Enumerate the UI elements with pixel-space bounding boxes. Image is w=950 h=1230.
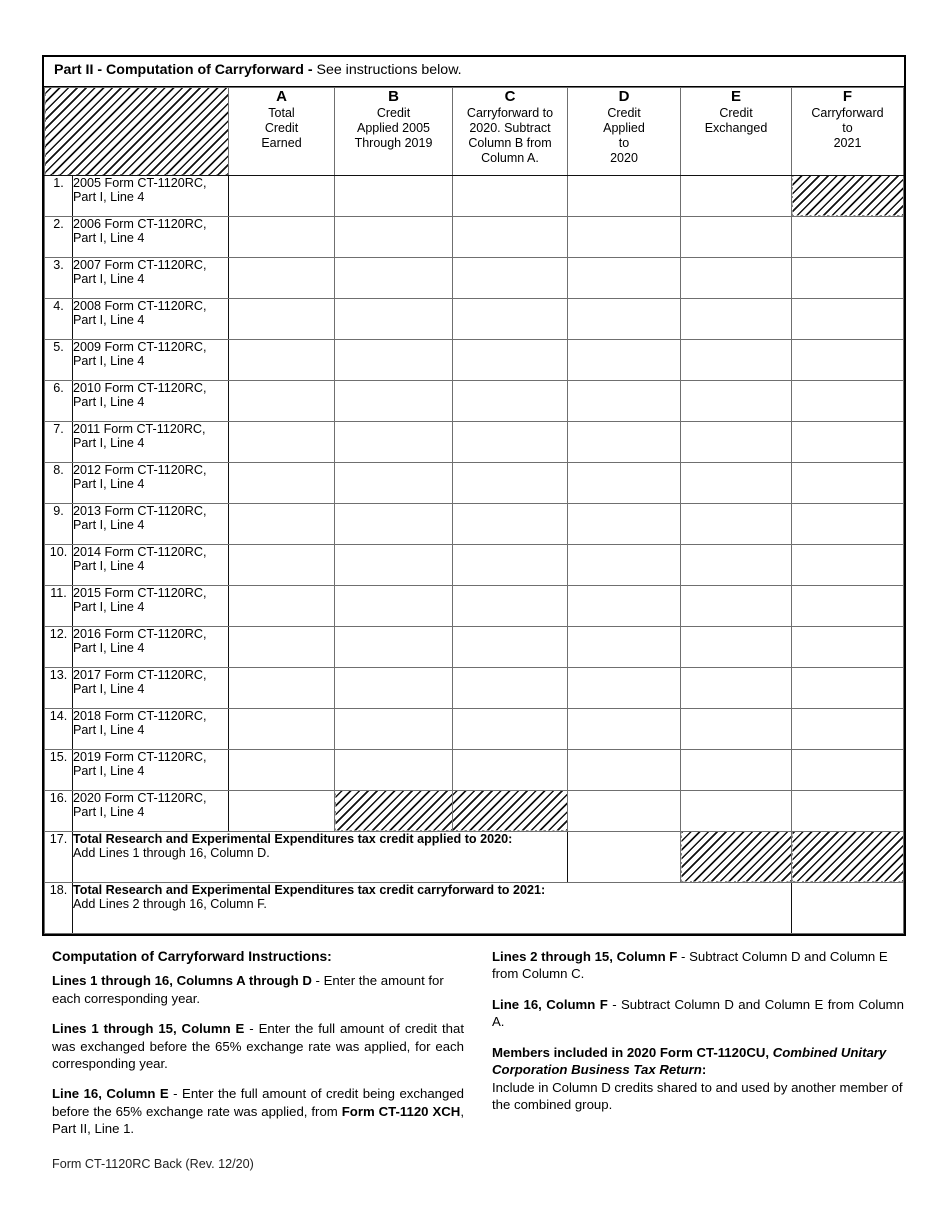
row-description: 2013 Form CT-1120RC, Part I, Line 4 — [73, 503, 229, 544]
cell-column-d[interactable] — [568, 667, 681, 708]
cell-column-b[interactable] — [335, 503, 453, 544]
total-18-cell-column-f[interactable] — [792, 882, 904, 933]
cell-column-f[interactable] — [792, 544, 904, 585]
cell-column-f[interactable] — [792, 585, 904, 626]
cell-column-c[interactable] — [453, 544, 568, 585]
cell-column-a[interactable] — [229, 708, 335, 749]
row-number: 1. — [45, 175, 73, 216]
cell-column-f[interactable] — [792, 626, 904, 667]
cell-column-d[interactable] — [568, 462, 681, 503]
instruction-3-bold-tail: Form CT-1120 XCH — [341, 1103, 461, 1119]
row-description: 2017 Form CT-1120RC, Part I, Line 4 — [73, 667, 229, 708]
instruction-3-body: - Enter the full amount of credit being exchanged before the 65% exchange rate was applied, from — [52, 1086, 465, 1119]
instruction-lines-1-16-cols-a-d — [52, 972, 464, 1007]
cell-column-f[interactable] — [792, 298, 904, 339]
header-col-b-sub: Credit Applied 2005 Through 2019 — [354, 106, 433, 151]
cell-column-c[interactable] — [453, 626, 568, 667]
cell-column-a[interactable] — [229, 462, 335, 503]
total-17-cell-column-e — [681, 831, 792, 882]
cell-column-a[interactable] — [229, 585, 335, 626]
cell-column-a[interactable] — [229, 257, 335, 298]
cell-column-b[interactable] — [335, 462, 453, 503]
row-number: 2. — [45, 216, 73, 257]
row-number: 16. — [45, 790, 73, 831]
cell-column-c[interactable] — [453, 462, 568, 503]
cell-column-c[interactable] — [453, 503, 568, 544]
header-col-d — [568, 87, 681, 175]
instruction-4-lead: Lines 2 through 15, Column F — [492, 949, 678, 964]
instruction-5-lead: Line 16, Column F — [492, 996, 608, 1012]
cell-column-b[interactable] — [335, 585, 453, 626]
cell-column-e[interactable] — [681, 175, 792, 216]
instruction-lines-2-15-col-f — [492, 948, 904, 983]
cell-column-e[interactable] — [681, 298, 792, 339]
cell-column-f[interactable] — [792, 380, 904, 421]
cell-column-a[interactable] — [229, 216, 335, 257]
cell-column-a[interactable] — [229, 667, 335, 708]
cell-column-b[interactable] — [335, 339, 453, 380]
instruction-3-lead: Line 16, Column E — [52, 1086, 169, 1102]
cell-column-c[interactable] — [453, 708, 568, 749]
row-description: 2008 Form CT-1120RC, Part I, Line 4 — [73, 298, 229, 339]
cell-column-b[interactable] — [335, 175, 453, 216]
header-col-f-letter: F — [842, 87, 853, 105]
row-description: 2019 Form CT-1120RC, Part I, Line 4 — [73, 749, 229, 790]
total-row-18 — [45, 882, 904, 933]
instruction-6-colon: : — [701, 1062, 707, 1078]
part-ii-title — [44, 57, 904, 87]
header-col-a-letter: A — [276, 87, 287, 105]
table-row — [45, 503, 904, 544]
cell-column-c[interactable] — [453, 298, 568, 339]
cell-column-d[interactable] — [568, 175, 681, 216]
cell-column-d[interactable] — [568, 380, 681, 421]
header-row — [45, 87, 904, 175]
cell-column-f[interactable] — [792, 667, 904, 708]
instruction-6-lead: Members included in 2020 Form CT-1120CU, — [492, 1044, 773, 1060]
row-description: 2010 Form CT-1120RC, Part I, Line 4 — [73, 380, 229, 421]
row-description: 2005 Form CT-1120RC, Part I, Line 4 — [73, 175, 229, 216]
cell-column-d[interactable] — [568, 339, 681, 380]
table-row — [45, 339, 904, 380]
cell-column-f[interactable] — [792, 257, 904, 298]
table-row — [45, 421, 904, 462]
cell-column-e[interactable] — [681, 667, 792, 708]
table-row — [45, 708, 904, 749]
header-col-b — [335, 87, 453, 175]
cell-column-a[interactable] — [229, 421, 335, 462]
instructions-heading: Computation of Carryforward Instructions: — [52, 949, 332, 964]
table-row — [45, 626, 904, 667]
cell-column-e[interactable] — [681, 749, 792, 790]
header-col-a — [229, 87, 335, 175]
carryforward-table — [44, 87, 904, 934]
instructions-left-column — [52, 948, 464, 1138]
header-col-d-sub: Credit Applied to 2020 — [603, 106, 645, 166]
row-description: 2016 Form CT-1120RC, Part I, Line 4 — [73, 626, 229, 667]
cell-column-f[interactable] — [792, 790, 904, 831]
instruction-lines-1-15-col-e — [52, 1020, 464, 1072]
instruction-combined-unitary-members — [492, 1044, 904, 1114]
table-body — [45, 175, 904, 933]
row-description: 2014 Form CT-1120RC, Part I, Line 4 — [73, 544, 229, 585]
cell-column-d[interactable] — [568, 708, 681, 749]
cell-column-f — [792, 175, 904, 216]
cell-column-f[interactable] — [792, 462, 904, 503]
cell-column-e[interactable] — [681, 626, 792, 667]
row-number: 6. — [45, 380, 73, 421]
instruction-3-tail: , Part II, Line 1. — [52, 1103, 464, 1137]
cell-column-b[interactable] — [335, 708, 453, 749]
cell-column-d[interactable] — [568, 216, 681, 257]
cell-column-b — [335, 790, 453, 831]
cell-column-a[interactable] — [229, 790, 335, 831]
cell-column-a[interactable] — [229, 380, 335, 421]
row-description: 2009 Form CT-1120RC, Part I, Line 4 — [73, 339, 229, 380]
header-col-a-sub: Total Credit Earned — [261, 106, 302, 151]
table-row — [45, 667, 904, 708]
cell-column-d[interactable] — [568, 626, 681, 667]
cell-column-d[interactable] — [568, 790, 681, 831]
cell-column-f[interactable] — [792, 708, 904, 749]
cell-column-e[interactable] — [681, 544, 792, 585]
total-17-cell-column-f — [792, 831, 904, 882]
cell-column-d[interactable] — [568, 544, 681, 585]
cell-column-d[interactable] — [568, 749, 681, 790]
table-row — [45, 216, 904, 257]
row-description: 2012 Form CT-1120RC, Part I, Line 4 — [73, 462, 229, 503]
row-number: 11. — [45, 585, 73, 626]
row-number: 15. — [45, 749, 73, 790]
instruction-2-body: - Enter the full amount of credit that was exchanged before the 65% exchange rate was applied, for each corresponding year. — [52, 1021, 464, 1071]
row-number: 3. — [45, 257, 73, 298]
table-row — [45, 175, 904, 216]
cell-column-b[interactable] — [335, 544, 453, 585]
cell-column-b[interactable] — [335, 421, 453, 462]
header-corner-hatch-cell — [45, 87, 229, 175]
cell-column-e[interactable] — [681, 462, 792, 503]
cell-column-b[interactable] — [335, 298, 453, 339]
table-row — [45, 790, 904, 831]
instructions-section — [52, 948, 904, 1138]
header-col-c — [453, 87, 568, 175]
cell-column-f[interactable] — [792, 421, 904, 462]
header-col-f — [792, 87, 904, 175]
header-col-f-sub: Carryforward to 2021 — [811, 106, 884, 151]
header-col-e-sub: Credit Exchanged — [704, 106, 768, 136]
cell-column-e[interactable] — [681, 708, 792, 749]
cell-column-f[interactable] — [792, 503, 904, 544]
cell-column-b[interactable] — [335, 749, 453, 790]
cell-column-a[interactable] — [229, 298, 335, 339]
total-row-17 — [45, 831, 904, 882]
row-description: 2011 Form CT-1120RC, Part I, Line 4 — [73, 421, 229, 462]
row-number: 8. — [45, 462, 73, 503]
cell-column-a[interactable] — [229, 626, 335, 667]
header-col-e-letter: E — [730, 87, 741, 105]
cell-column-c — [453, 790, 568, 831]
form-footer: Form CT-1120RC Back (Rev. 12/20) — [52, 1157, 254, 1171]
row-number: 12. — [45, 626, 73, 667]
row-number: 5. — [45, 339, 73, 380]
row-number: 13. — [45, 667, 73, 708]
instruction-4-body: - Subtract Column D and Column E from Column C. — [492, 949, 888, 982]
total-18-text: Total Research and Experimental Expenditures tax credit carryforward to 2021: Add Lines 2 through 16, Column F. — [73, 882, 792, 933]
instruction-6-italic: Combined Unitary Corporation Business Tax Return — [492, 1044, 887, 1078]
cell-column-c[interactable] — [453, 749, 568, 790]
cell-column-f[interactable] — [792, 749, 904, 790]
instruction-1-lead: Lines 1 through 16, Columns A through D — [52, 973, 312, 989]
row-number: 9. — [45, 503, 73, 544]
row-description: 2015 Form CT-1120RC, Part I, Line 4 — [73, 585, 229, 626]
cell-column-e[interactable] — [681, 585, 792, 626]
cell-column-d[interactable] — [568, 421, 681, 462]
table-row — [45, 380, 904, 421]
row-description: 2020 Form CT-1120RC, Part I, Line 4 — [73, 790, 229, 831]
cell-column-c[interactable] — [453, 339, 568, 380]
cell-column-e[interactable] — [681, 790, 792, 831]
cell-column-e[interactable] — [681, 503, 792, 544]
row-description: 2007 Form CT-1120RC, Part I, Line 4 — [73, 257, 229, 298]
table-header — [45, 87, 904, 175]
row-number: 14. — [45, 708, 73, 749]
part-ii-form-block — [42, 55, 906, 936]
cell-column-d[interactable] — [568, 298, 681, 339]
cell-column-c[interactable] — [453, 380, 568, 421]
table-row — [45, 257, 904, 298]
row-description: 2006 Form CT-1120RC, Part I, Line 4 — [73, 216, 229, 257]
part-ii-title-bold: Part II - Computation of Carryforward - — [54, 62, 313, 78]
cell-column-e[interactable] — [681, 339, 792, 380]
instruction-2-lead: Lines 1 through 15, Column E — [52, 1021, 245, 1037]
header-col-e — [681, 87, 792, 175]
cell-column-b[interactable] — [335, 380, 453, 421]
cell-column-c[interactable] — [453, 257, 568, 298]
cell-column-f[interactable] — [792, 216, 904, 257]
cell-column-c[interactable] — [453, 175, 568, 216]
cell-column-f[interactable] — [792, 339, 904, 380]
part-ii-title-note: See instructions below. — [312, 62, 462, 78]
cell-column-a[interactable] — [229, 175, 335, 216]
cell-column-a[interactable] — [229, 503, 335, 544]
instruction-line-16-col-e — [52, 1085, 464, 1137]
instruction-6-body: Include in Column D credits shared to and used by another member of the combined group. — [492, 1079, 903, 1112]
instruction-line-16-col-f — [492, 996, 904, 1031]
table-row — [45, 544, 904, 585]
row-number: 18. — [45, 882, 73, 933]
table-row — [45, 298, 904, 339]
cell-column-d[interactable] — [568, 585, 681, 626]
cell-column-c[interactable] — [453, 421, 568, 462]
cell-column-a[interactable] — [229, 339, 335, 380]
instructions-right-column — [492, 948, 904, 1138]
header-col-b-letter: B — [388, 87, 399, 105]
header-col-c-letter: C — [504, 87, 516, 105]
cell-column-d[interactable] — [568, 257, 681, 298]
cell-column-e[interactable] — [681, 380, 792, 421]
row-number: 10. — [45, 544, 73, 585]
row-number: 17. — [45, 831, 73, 882]
cell-column-c[interactable] — [453, 585, 568, 626]
cell-column-b[interactable] — [335, 257, 453, 298]
cell-column-a[interactable] — [229, 544, 335, 585]
table-row — [45, 749, 904, 790]
row-description: 2018 Form CT-1120RC, Part I, Line 4 — [73, 708, 229, 749]
cell-column-e[interactable] — [681, 257, 792, 298]
cell-column-d[interactable] — [568, 503, 681, 544]
table-row — [45, 462, 904, 503]
row-number: 4. — [45, 298, 73, 339]
cell-column-b[interactable] — [335, 667, 453, 708]
instruction-5-body: - Subtract Column D and Column E from Column A. — [492, 996, 904, 1030]
cell-column-c[interactable] — [453, 216, 568, 257]
cell-column-c[interactable] — [453, 667, 568, 708]
header-col-c-sub: Carryforward to 2020. Subtract Column B from Column A. — [466, 106, 554, 166]
total-17-cell-column-d[interactable] — [568, 831, 681, 882]
instruction-1-body: - Enter the amount for each corresponding year. — [52, 973, 444, 1006]
total-17-text: Total Research and Experimental Expenditures tax credit applied to 2020: Add Lines 1 through 16, Column D. — [73, 831, 568, 882]
cell-column-b[interactable] — [335, 216, 453, 257]
row-number: 7. — [45, 421, 73, 462]
cell-column-e[interactable] — [681, 421, 792, 462]
cell-column-e[interactable] — [681, 216, 792, 257]
header-col-d-letter: D — [618, 87, 630, 105]
cell-column-a[interactable] — [229, 749, 335, 790]
table-row — [45, 585, 904, 626]
cell-column-b[interactable] — [335, 626, 453, 667]
